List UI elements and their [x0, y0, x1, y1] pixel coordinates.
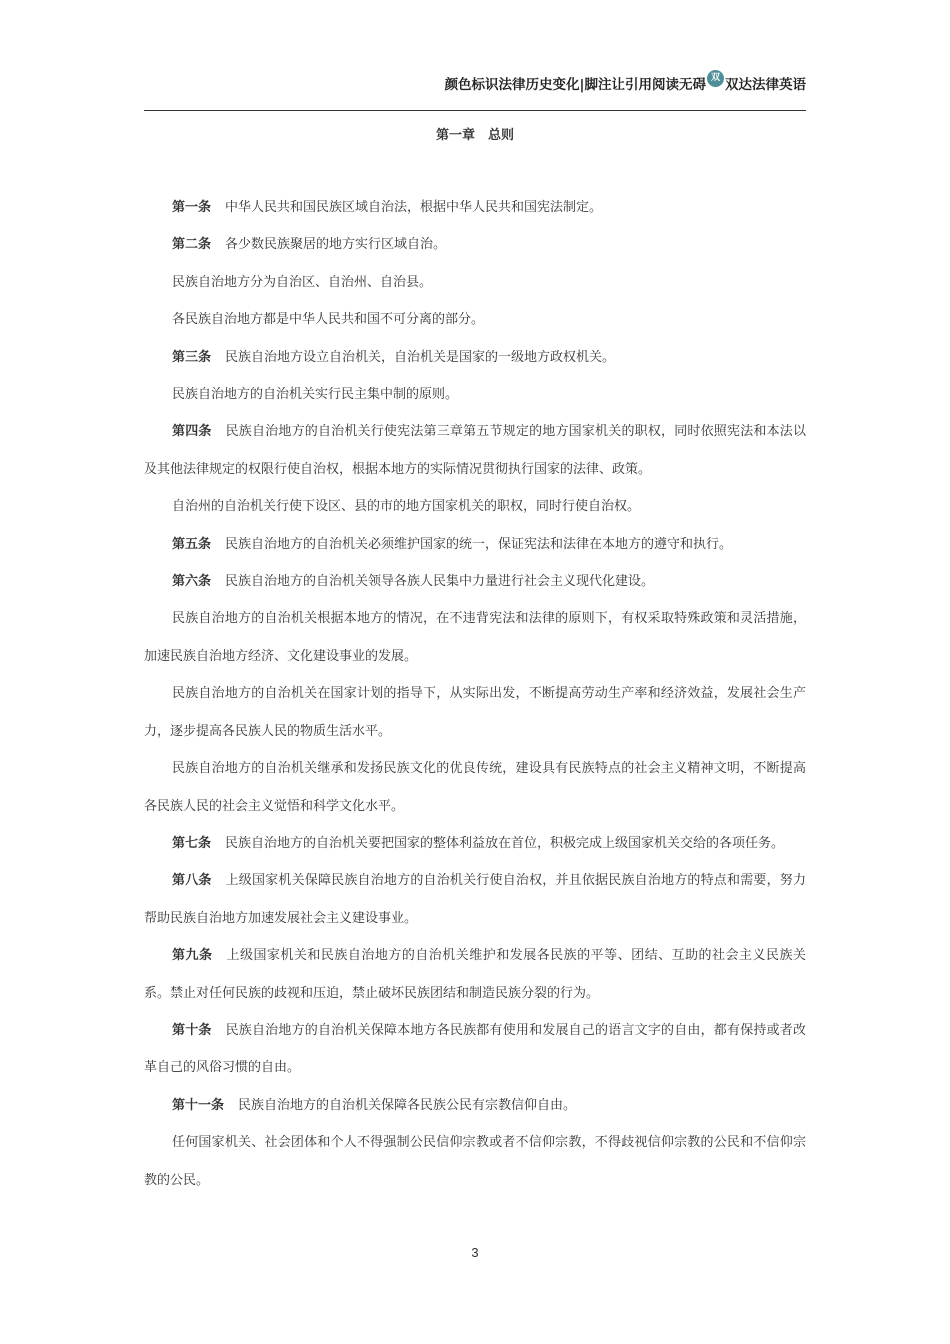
paragraph-text: 上级国家机关和民族自治地方的自治机关维护和发展各民族的平等、团结、互助的社会主义民族关系。禁止对任何民族的歧视和压迫，禁止破坏民族团结和制造民族分裂的行为。: [144, 948, 806, 1001]
paragraph-text: 自治州的自治机关行使下设区、县的市的地方国家机关的职权，同时行使自治权。: [172, 499, 641, 515]
article-number: 第七条: [172, 835, 212, 851]
article-paragraph: [144, 226, 806, 263]
paragraph-text: 中华人民共和国民族区域自治法，根据中华人民共和国宪法制定。: [225, 200, 603, 215]
article-paragraph: [144, 189, 806, 226]
paragraph-text: 民族自治地方的自治机关继承和发扬民族文化的优良传统，建设具有民族特点的社会主义精神文明，不断提高各民族人民的社会主义觉悟和科学文化水平。: [144, 761, 806, 814]
paragraph-text: 民族自治地方的自治机关要把国家的整体利益放在首位，积极完成上级国家机关交给的各项任务。: [225, 835, 785, 851]
article-number: 第十条: [172, 1022, 212, 1038]
article-number: 第六条: [172, 574, 212, 590]
brand-logo-icon: 双: [707, 70, 724, 87]
article-paragraph: [144, 563, 806, 600]
article-number: 第五条: [172, 536, 212, 552]
paragraph-text: 各民族自治地方都是中华人民共和国不可分离的部分。: [172, 312, 485, 328]
article-number: 第二条: [172, 237, 212, 253]
paragraph-text: 民族自治地方设立自治机关，自治机关是国家的一级地方政权机关。: [225, 349, 616, 365]
article-paragraph: [144, 1087, 806, 1124]
article-number: 第十一条: [172, 1097, 225, 1113]
article-paragraph: [144, 413, 806, 488]
article-paragraph: [144, 1012, 806, 1087]
paragraph: [144, 675, 806, 750]
paragraph-text: 任何国家机关、社会团体和个人不得强制公民信仰宗教或者不信仰宗教，不得歧视信仰宗教的公民和不信仰宗教的公民。: [144, 1135, 806, 1188]
paragraph-text: 上级国家机关保障民族自治地方的自治机关行使自治权，并且依据民族自治地方的特点和需要，努力帮助民族自治地方加速发展社会主义建设事业。: [144, 873, 806, 926]
paragraph-text: 民族自治地方的自治机关在国家计划的指导下，从实际出发，不断提高劳动生产率和经济效益，发展社会生产力，逐步提高各民族人民的物质生活水平。: [144, 686, 806, 739]
document-body: [144, 189, 806, 1199]
article-paragraph: [144, 825, 806, 862]
header-tagline: 颜色标识法律历史变化|脚注让引用阅读无碍: [444, 77, 706, 93]
paragraph-text: 民族自治地方分为自治区、自治州、自治县。: [172, 274, 433, 290]
article-paragraph: [144, 862, 806, 937]
paragraph: [144, 488, 806, 525]
paragraph: [144, 376, 806, 413]
paragraph-text: 民族自治地方的自治机关根据本地方的情况，在不违背宪法和法律的原则下，有权采取特殊政策和灵活措施，加速民族自治地方经济、文化建设事业的发展。: [144, 611, 806, 664]
article-number: 第八条: [172, 873, 212, 889]
article-number: 第四条: [172, 424, 212, 440]
paragraph: [144, 264, 806, 301]
chapter-title: 第一章 总则: [435, 128, 514, 143]
article-number: 第三条: [172, 349, 212, 365]
paragraph-text: 民族自治地方的自治机关保障本地方各民族都有使用和发展自己的语言文字的自由，都有保持或者改革自己的风俗习惯的自由。: [144, 1022, 806, 1076]
article-number: 第一条: [172, 200, 212, 215]
paragraph-text: 民族自治地方的自治机关保障各民族公民有宗教信仰自由。: [238, 1097, 577, 1113]
paragraph-text: 民族自治地方的自治机关领导各族人民集中力量进行社会主义现代化建设。: [225, 574, 655, 590]
page-header: [445, 72, 806, 94]
article-paragraph: [144, 526, 806, 563]
header-brand-name: 双达法律英语: [725, 77, 806, 93]
paragraph-text: 民族自治地方的自治机关必须维护国家的统一，保证宪法和法律在本地方的遵守和执行。: [225, 536, 733, 552]
paragraph: [144, 600, 806, 675]
paragraph: [144, 750, 806, 825]
article-number: 第九条: [172, 948, 213, 964]
paragraph-text: 民族自治地方的自治机关行使宪法第三章第五节规定的地方国家机关的职权，同时依照宪法和本法以及其他法律规定的权限行使自治权，根据本地方的实际情况贯彻执行国家的法律、政策。: [144, 424, 806, 477]
paragraph-text: 各少数民族聚居的地方实行区域自治。: [225, 237, 447, 253]
paragraph: [144, 1124, 806, 1199]
header-divider: [144, 110, 806, 111]
paragraph: [144, 301, 806, 338]
paragraph-text: 民族自治地方的自治机关实行民主集中制的原则。: [172, 387, 459, 403]
article-paragraph: [144, 937, 806, 1012]
article-paragraph: [144, 339, 806, 376]
page-number: 3: [471, 1245, 479, 1260]
